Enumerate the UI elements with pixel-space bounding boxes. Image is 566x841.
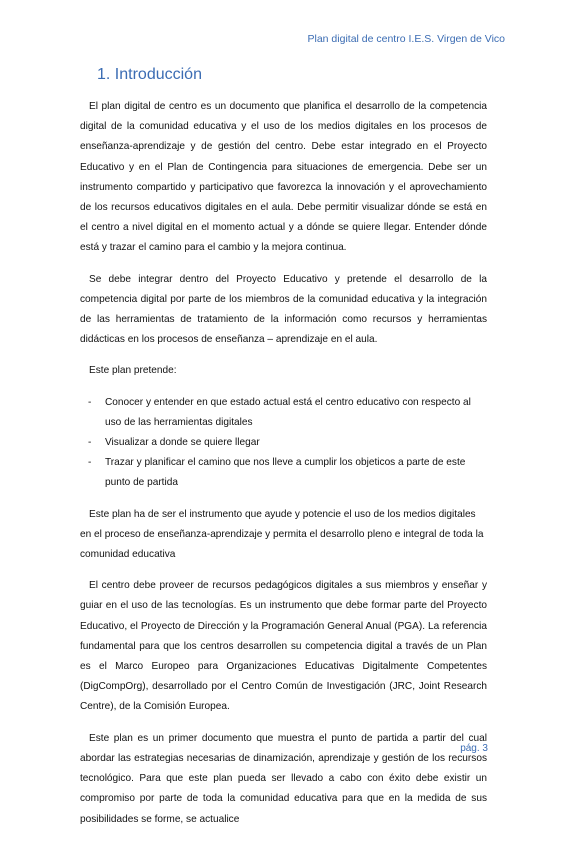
paragraph-4: Este plan ha de ser el instrumento que ayude y potencie el uso de los medios digitales en el proceso de enseñanza-aprendizaje y permita el desarrollo pleno e integral de toda la comunidad educativa [80,508,484,561]
list-item [80,453,487,493]
paragraph-3: Este plan pretende: [89,365,177,377]
objectives-list [80,393,487,494]
list-item [80,433,487,453]
section-number: 1. [97,66,111,83]
page-body [80,66,487,841]
page-number: pág. 3 [460,743,488,754]
paragraph-2: Se debe integrar dentro del Proyecto Educativo y pretende el desarrollo de la competencia digital por parte de los miembros de la comunidad educativa y la integración de las herramientas de tratamiento de la información como recursos y herramientas didácticas en los procesos de enseñanza – aprendizaje en el aula. [80,273,487,346]
list-item [80,393,487,433]
paragraph-5: El centro debe proveer de recursos pedagógicos digitales a sus miembros y enseñar y guiar en el uso de las tecnologías. Es un instrumento que debe formar parte del Proyecto Educativo, el Proyecto de Dirección y la Programación General Anual (PGA). La referencia fundamental para que los centros desarrollen su competencia digital a través de un Plan es el Marco Europeo para Organizaciones Educativas Digitalmente Competentes (DigCompOrg), desarrollado por el Centro Común de Investigación (JRC, Joint Research Centre), de la Comisión Europea. [80,580,487,713]
running-header: Plan digital de centro I.E.S. Virgen de Vico [307,33,505,45]
dash-bullet: - [88,457,92,469]
section-title: Introducción [114,66,202,83]
paragraph-6: Este plan es un primer documento que muestra el punto de partida a partir del cual abordar las estrategias necesarias de dinamización, aprendizaje y gestión de los recursos tecnológico. Para que este plan pueda ser llevado a cabo con éxito debe existir un compromiso por parte de toda la comunidad educativa para que en la medida de sus posibilidades se forme, se actualice [80,732,487,825]
section-heading [80,66,487,84]
list-item-text: Visualizar a donde se quiere llegar [105,437,260,449]
paragraph-1: El plan digital de centro es un documento que planifica el desarrollo de la competencia digital de la comunidad educativa y el uso de los medios digitales en los procesos de enseñanza-aprendizaje y de gestión del centro. Debe estar integrado en el Proyecto Educativo y en el Plan de Contingencia para situaciones de emergencia. Debe ser un instrumento compartido y participativo que favorezca la innovación y el aprovechamiento de los recursos educativos digitales en el aula. Debe permitir visualizar dónde se está en el centro a nivel digital en el momento actual y a dónde se quiere llegar. Entender dónde está y trazar el camino para el cambio y la mejora continua. [80,101,487,254]
dash-bullet: - [88,437,92,449]
list-item-text: Conocer y entender en que estado actual está el centro educativo con respecto al uso de las herramientas digitales [105,396,471,428]
dash-bullet: - [88,396,92,408]
list-item-text: Trazar y planificar el camino que nos lleve a cumplir los objeticos a parte de este punto de partida [105,457,466,489]
